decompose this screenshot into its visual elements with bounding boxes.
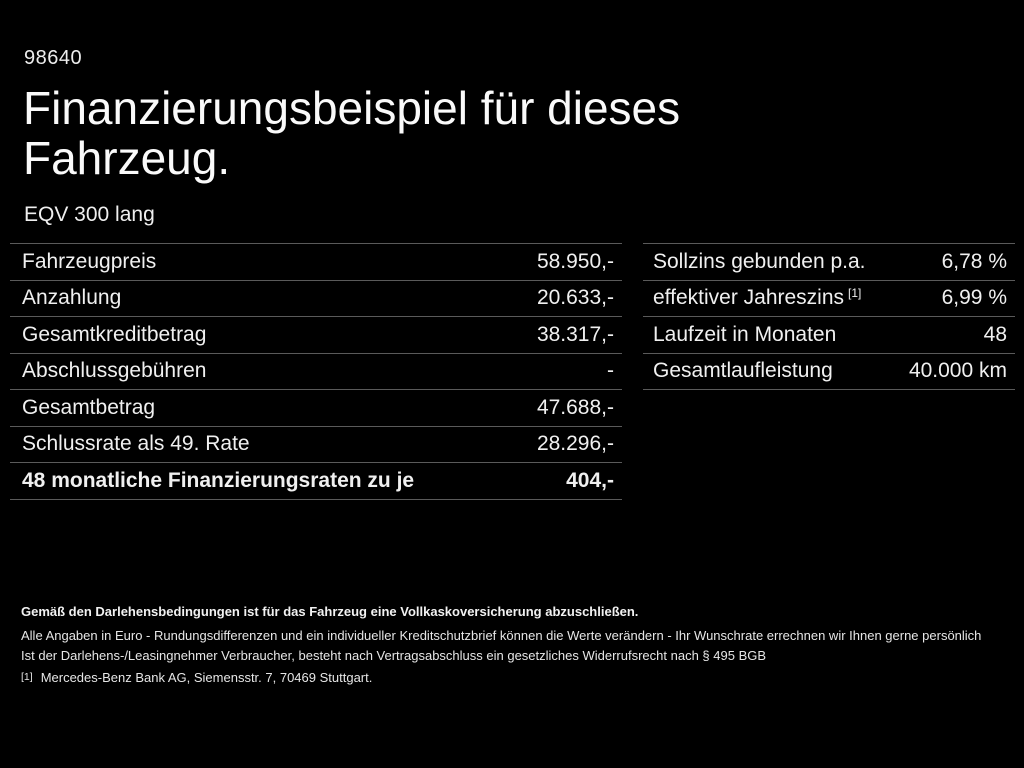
row-value: 47.688,- — [536, 395, 614, 419]
table-row — [10, 353, 622, 390]
row-value: 404,- — [566, 468, 614, 492]
page-title-line1: Finanzierungsbeispiel für dieses — [23, 82, 681, 134]
footnote-insurance: Gemäß den Darlehensbedingungen ist für das Fahrzeug eine Vollkaskoversicherung abzuschließen. — [21, 604, 639, 619]
table-row — [643, 280, 1015, 317]
row-label: Fahrzeugpreis — [22, 249, 157, 273]
row-value: 6,78 % — [941, 249, 1007, 273]
row-label: Anzahlung — [22, 286, 122, 310]
table-row — [10, 243, 622, 280]
table-row — [10, 426, 622, 463]
table-row — [643, 316, 1015, 353]
row-label: 48 monatliche Finanzierungsraten zu je — [22, 468, 415, 492]
footnote-ref: [1] — [848, 286, 862, 301]
row-value: 48 — [983, 322, 1007, 346]
row-value: 6,99 % — [941, 286, 1007, 310]
table-row — [10, 316, 622, 353]
table-row — [10, 462, 622, 499]
row-label: Abschlussgebühren — [22, 359, 207, 383]
footnote-withdrawal-right: Ist der Darlehens-/Leasingnehmer Verbraucher, besteht nach Vertragsabschluss ein gesetzliches Widerrufsrecht nach § 495 BGB — [21, 648, 767, 663]
table-row — [10, 280, 622, 317]
financing-details-table — [10, 243, 622, 500]
table-row — [10, 389, 622, 426]
row-value: 40.000 km — [908, 359, 1007, 383]
row-label: Gesamtkreditbetrag — [22, 322, 207, 346]
row-label: Laufzeit in Monaten — [653, 322, 837, 346]
offer-id: 98640 — [24, 47, 83, 69]
table-row — [643, 243, 1015, 280]
vehicle-model: EQV 300 lang — [24, 203, 155, 226]
row-value: 28.296,- — [536, 432, 614, 456]
page-title — [23, 83, 680, 183]
row-label: effektiver Jahreszins [1] — [653, 286, 862, 310]
row-label: Gesamtlaufleistung — [653, 359, 833, 383]
row-value: 20.633,- — [536, 286, 614, 310]
table-row — [643, 353, 1015, 390]
footnote-marker: [1] — [21, 671, 33, 683]
row-label: Schlussrate als 49. Rate — [22, 432, 250, 456]
row-value: 38.317,- — [536, 322, 614, 346]
footnote-bank-text: Mercedes-Benz Bank AG, Siemensstr. 7, 70469 Stuttgart. — [40, 670, 373, 685]
footnote-bank — [21, 670, 372, 685]
row-value: - — [607, 359, 614, 383]
row-label: Gesamtbetrag — [22, 395, 156, 419]
page-title-line2: Fahrzeug. — [23, 132, 231, 184]
row-label: Sollzins gebunden p.a. — [653, 249, 866, 273]
footnote-rounding: Alle Angaben in Euro - Rundungsdifferenzen und ein individueller Kreditschutzbrief können die Werte verändern - Ihr Wunschrate errechnen wir Ihnen gerne persönlich — [21, 628, 982, 643]
interest-terms-table — [643, 243, 1015, 390]
row-value: 58.950,- — [536, 249, 614, 273]
